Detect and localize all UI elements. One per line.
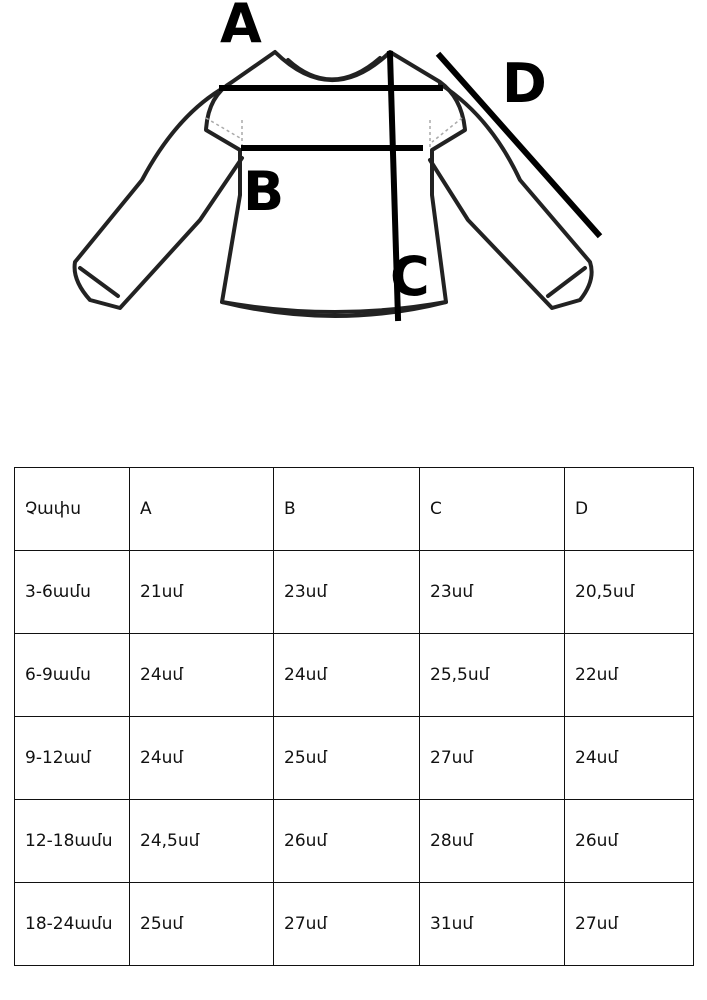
table-cell: 6-9ամս <box>15 634 130 717</box>
header-cell: B <box>274 468 420 551</box>
header-cell: C <box>420 468 565 551</box>
table-header-row <box>15 468 694 551</box>
table-cell: 18-24ամս <box>15 883 130 966</box>
table-cell: 20,5սմ <box>565 551 694 634</box>
table-cell: 24սմ <box>130 717 274 800</box>
table-cell: 31սմ <box>420 883 565 966</box>
table-cell: 25սմ <box>274 717 420 800</box>
table-cell: 28սմ <box>420 800 565 883</box>
table-cell: 9-12ամ <box>15 717 130 800</box>
header-cell: A <box>130 468 274 551</box>
sweater-left-sleeve <box>75 90 242 308</box>
header-cell: Չափս <box>15 468 130 551</box>
table-cell: 27սմ <box>420 717 565 800</box>
table-cell: 25սմ <box>130 883 274 966</box>
sweater-collar <box>288 58 380 80</box>
table-row <box>15 634 694 717</box>
table-cell: 27սմ <box>274 883 420 966</box>
label-c: C <box>390 245 430 308</box>
label-d: D <box>502 52 547 115</box>
sweater-measurement-diagram <box>0 0 707 340</box>
table-cell: 22սմ <box>565 634 694 717</box>
label-a: A <box>220 0 262 55</box>
size-chart-table <box>14 467 694 966</box>
table-cell: 24սմ <box>565 717 694 800</box>
header-cell: D <box>565 468 694 551</box>
table-cell: 25,5սմ <box>420 634 565 717</box>
table-cell: 27սմ <box>565 883 694 966</box>
table-row <box>15 551 694 634</box>
table-cell: 24սմ <box>274 634 420 717</box>
label-b: B <box>243 160 285 223</box>
table-row <box>15 717 694 800</box>
table-cell: 21սմ <box>130 551 274 634</box>
table-cell: 24,5սմ <box>130 800 274 883</box>
table-cell: 26սմ <box>274 800 420 883</box>
table-cell: 3-6ամս <box>15 551 130 634</box>
table-row <box>15 800 694 883</box>
table-cell: 23սմ <box>420 551 565 634</box>
table-cell: 24սմ <box>130 634 274 717</box>
table-row <box>15 883 694 966</box>
table-cell: 12-18ամս <box>15 800 130 883</box>
table-cell: 23սմ <box>274 551 420 634</box>
table-cell: 26սմ <box>565 800 694 883</box>
